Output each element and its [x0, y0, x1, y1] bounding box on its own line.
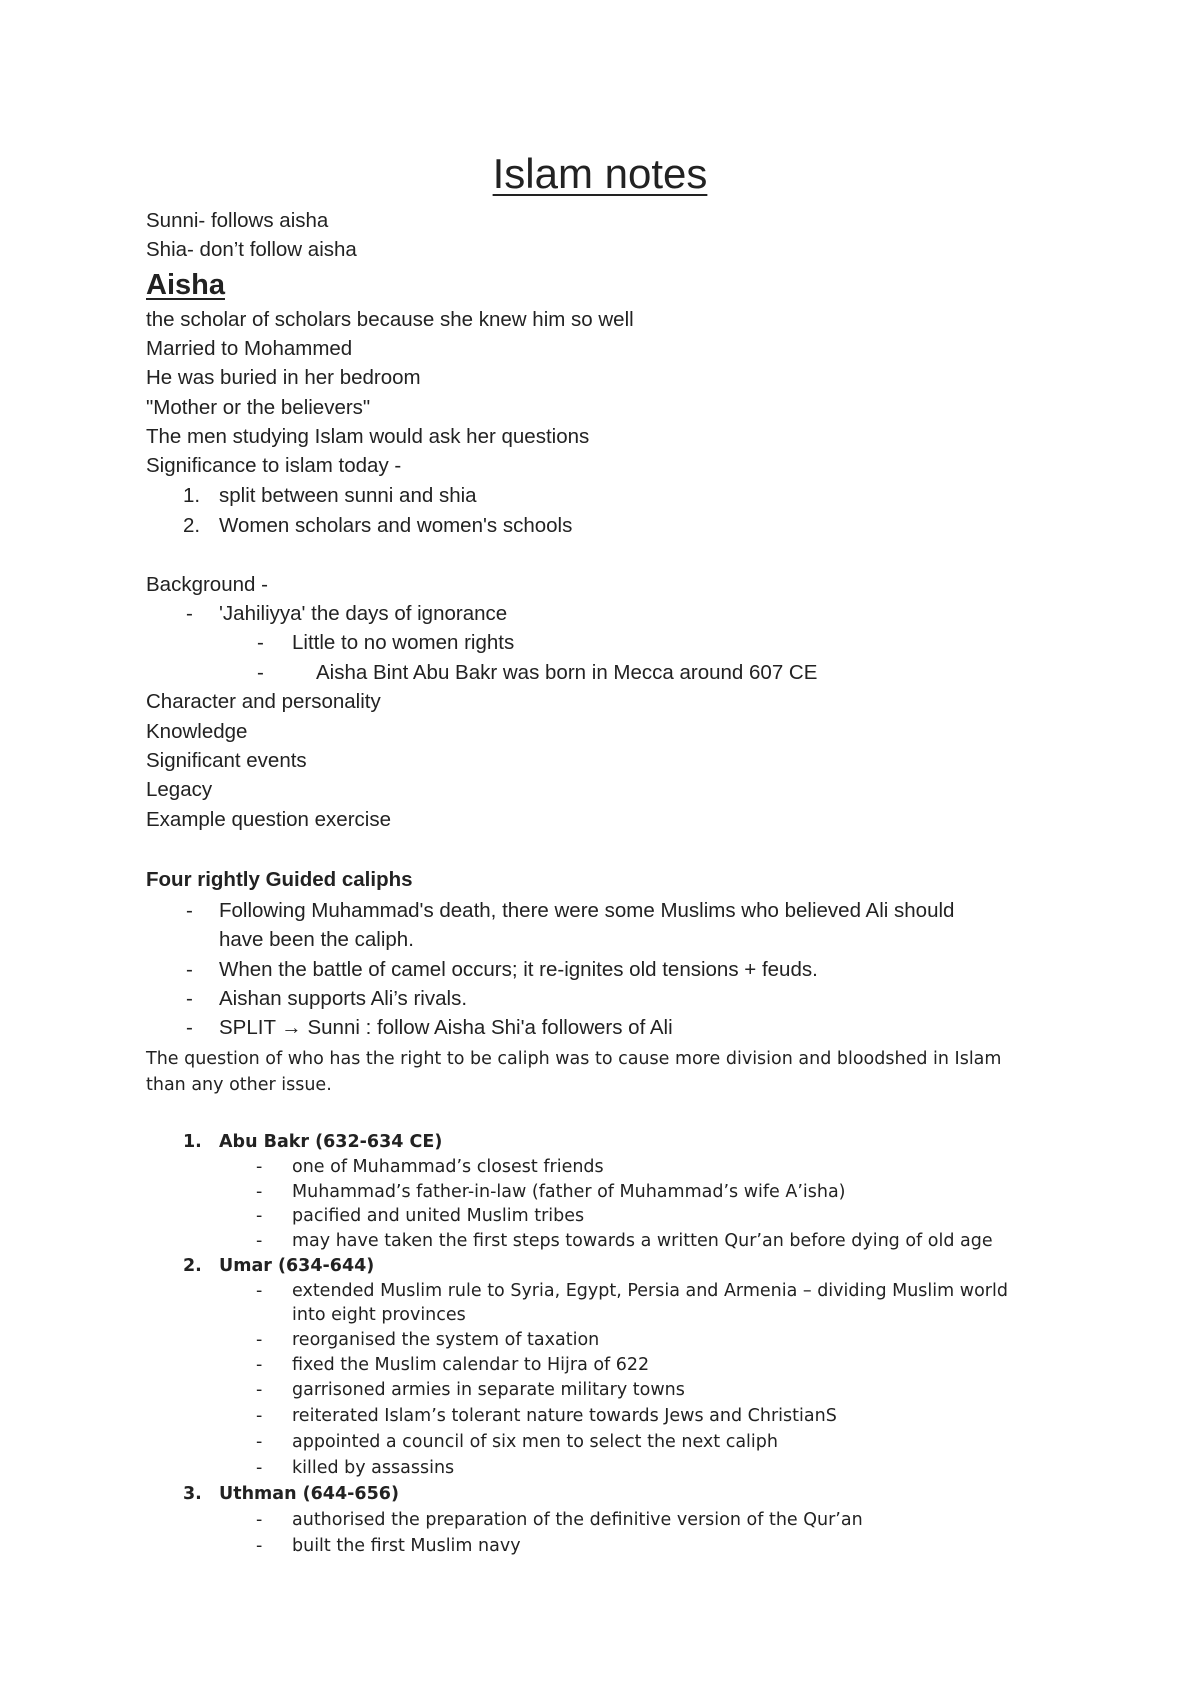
dash-marker: -	[256, 1536, 263, 1556]
background-item: 'Jahiliyya' the days of ignorance	[219, 602, 508, 625]
dash-marker: -	[256, 1458, 263, 1478]
caliph-detail: fixed the Muslim calendar to Hijra of 622	[292, 1355, 650, 1375]
aisha-heading: Aisha	[146, 269, 225, 301]
dash-marker: -	[256, 1231, 263, 1251]
aisha-line: Married to Mohammed	[146, 337, 353, 360]
intro-shia: Shia- don’t follow aisha	[146, 238, 357, 261]
list-number: 1.	[183, 484, 201, 507]
aisha-line: "Mother or the believers"	[146, 396, 371, 419]
caliph-number: 1.	[183, 1132, 202, 1152]
caliph-name: Abu Bakr (632-634 CE)	[219, 1132, 443, 1152]
caliph-detail: reorganised the system of taxation	[292, 1330, 600, 1350]
caliph-number: 2.	[183, 1256, 202, 1276]
page-title: Islam notes	[492, 150, 708, 197]
caliph-detail: built the first Muslim navy	[292, 1536, 521, 1556]
dash-marker: -	[186, 1016, 193, 1039]
significance-item: split between sunni and shia	[219, 484, 477, 507]
caliph-detail-continued: into eight provinces	[292, 1305, 466, 1325]
dash-marker: -	[257, 661, 264, 684]
caliphs-bullet: SPLIT → Sunni : follow Aisha Shi'a followers of Ali	[219, 1016, 673, 1039]
caliphs-bullet-continued: have been the caliph.	[219, 928, 414, 951]
dash-marker: -	[256, 1510, 263, 1530]
background-subitem: Aisha Bint Abu Bakr was born in Mecca around 607 CE	[316, 661, 818, 684]
topic-line: Character and personality	[146, 690, 381, 713]
caliph-name: Umar (634-644)	[219, 1256, 375, 1276]
dash-marker: -	[256, 1330, 263, 1350]
topic-line: Knowledge	[146, 720, 248, 743]
dash-marker: -	[186, 987, 193, 1010]
dash-marker: -	[186, 602, 193, 625]
significance-item: Women scholars and women's schools	[219, 514, 573, 537]
background-subitem: Little to no women rights	[292, 631, 515, 654]
aisha-line: the scholar of scholars because she knew him so well	[146, 308, 634, 331]
caliph-detail: killed by assassins	[292, 1458, 455, 1478]
caliphs-bullet: When the battle of camel occurs; it re-ignites old tensions + feuds.	[219, 958, 818, 981]
dash-marker: -	[257, 631, 264, 654]
dash-marker: -	[256, 1281, 263, 1301]
caliphs-heading: Four rightly Guided caliphs	[146, 868, 413, 891]
dash-marker: -	[256, 1206, 263, 1226]
caliphs-bullet: Following Muhammad's death, there were some Muslims who believed Ali should	[219, 899, 955, 922]
intro-sunni: Sunni- follows aisha	[146, 209, 329, 232]
dash-marker: -	[256, 1182, 263, 1202]
caliph-detail: authorised the preparation of the definitive version of the Qur’an	[292, 1510, 863, 1530]
topic-line: Significant events	[146, 749, 307, 772]
dash-marker: -	[186, 958, 193, 981]
dash-marker: -	[256, 1157, 263, 1177]
caliphs-paragraph: The question of who has the right to be caliph was to cause more division and bloodshed in Islam	[146, 1049, 1002, 1069]
caliph-detail: one of Muhammad’s closest friends	[292, 1157, 604, 1177]
background-label: Background -	[146, 573, 268, 596]
aisha-line: Significance to islam today -	[146, 454, 402, 477]
dash-marker: -	[256, 1432, 263, 1452]
caliph-detail: extended Muslim rule to Syria, Egypt, Persia and Armenia – dividing Muslim world	[292, 1281, 1008, 1301]
aisha-line: The men studying Islam would ask her questions	[146, 425, 590, 448]
caliph-detail: may have taken the first steps towards a written Qur’an before dying of old age	[292, 1231, 993, 1251]
caliph-detail: garrisoned armies in separate military towns	[292, 1380, 685, 1400]
caliphs-bullet: Aishan supports Ali’s rivals.	[219, 987, 468, 1010]
aisha-line: He was buried in her bedroom	[146, 366, 421, 389]
caliph-number: 3.	[183, 1484, 202, 1504]
dash-marker: -	[256, 1380, 263, 1400]
caliph-detail: pacified and united Muslim tribes	[292, 1206, 585, 1226]
list-number: 2.	[183, 514, 201, 537]
caliph-detail: Muhammad’s father-in-law (father of Muhammad’s wife A’isha)	[292, 1182, 846, 1202]
dash-marker: -	[256, 1355, 263, 1375]
topic-line: Example question exercise	[146, 808, 391, 831]
topic-line: Legacy	[146, 778, 213, 801]
caliph-detail: reiterated Islam’s tolerant nature towards Jews and ChristianS	[292, 1406, 837, 1426]
caliphs-paragraph: than any other issue.	[146, 1075, 332, 1095]
dash-marker: -	[256, 1406, 263, 1426]
dash-marker: -	[186, 899, 193, 922]
caliph-name: Uthman (644-656)	[219, 1484, 399, 1504]
caliph-detail: appointed a council of six men to select the next caliph	[292, 1432, 778, 1452]
